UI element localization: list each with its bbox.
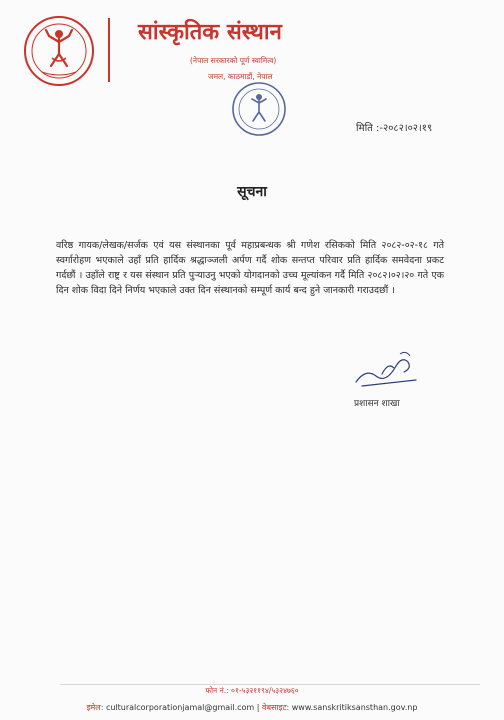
signatory-office: प्रशासन शाखा — [354, 399, 400, 409]
header-divider — [108, 18, 110, 82]
footer-separator: | — [256, 703, 263, 712]
organization-subtitle: (नेपाल सरकारको पूर्ण स्वामित्व) — [190, 56, 277, 65]
notice-body: वरिष्ठ गायक/लेखक/सर्जक एवं यस संस्थानका पूर्व महाप्रबन्धक श्री गणेश रसिकको मिति २०८२-०२-१८ गते स्वर्गारोहण भएकाले उहाँ प्रति हार्दिक श्रद्धाञ्जली अर्पण गर्दै शोक सन्तप्त परिवार प्रति हार्दिक समवेदना प्रकट गर्दछौं । उहाँले राष्ट्र र यस संस्थान प्रति पुऱ्याउनु भएको योगदानको उच्च मूल्यांकन गर्दै मिति २०८२।०२।२० गते एक दिन शोक विदा दिने निर्णय भएकाले उक्त दिन संस्थानको सम्पूर्ण कार्य बन्द हुने जानकारी गराउदछौं । — [56, 240, 444, 296]
office-stamp-icon — [230, 80, 288, 138]
notice-heading: सूचना — [237, 184, 267, 200]
handwritten-signature — [352, 348, 422, 392]
email-link[interactable]: culturalcorporationjamal@gmail.com — [105, 703, 255, 712]
issue-date: मिति :-२०८२।०२।१९ — [356, 123, 433, 134]
organization-name: सांस्कृतिक संस्थान — [138, 20, 282, 45]
footer-divider — [60, 684, 480, 685]
website-link[interactable]: www.sanskritiksansthan.gov.np — [291, 703, 418, 712]
footer-phone: फोन नं.: ०१-५३२११९४/५३२४७६० — [205, 686, 299, 695]
email-label: इमेल: — [86, 703, 104, 712]
organization-address: जमल, काठमाडौं, नेपाल — [208, 72, 273, 81]
dancer-emblem-icon — [22, 14, 96, 88]
footer-contact — [0, 702, 504, 713]
website-label: वेबसाइट: — [262, 703, 290, 712]
